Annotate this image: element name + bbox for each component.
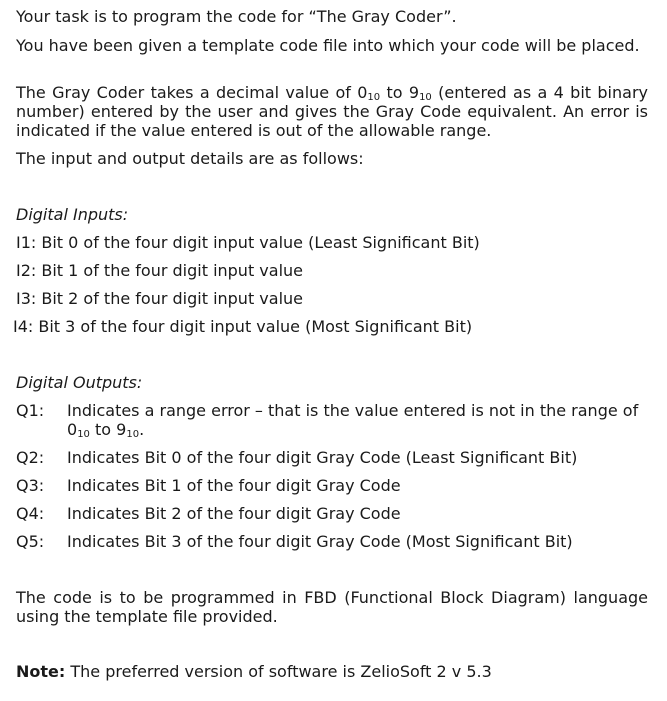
output-text: Indicates Bit 2 of the four digit Gray Code xyxy=(67,504,401,523)
details-paragraph: The input and output details are as follows: xyxy=(16,149,364,168)
note-paragraph xyxy=(16,662,648,681)
q1-part-b: to 9 xyxy=(89,420,127,439)
output-label: Q3: xyxy=(16,476,45,495)
q1-subscript-1: 10 xyxy=(77,429,90,440)
output-label: Q1: xyxy=(16,401,45,420)
note-text: The preferred version of software is ZelioSoft 2 v 5.3 xyxy=(65,662,492,681)
input-item-i2: I2: Bit 1 of the four digit input value xyxy=(16,261,304,280)
output-item-q2 xyxy=(16,448,648,467)
desc-subscript-2: 10 xyxy=(419,92,432,103)
fbd-paragraph: The code is to be programmed in FBD (Functional Block Diagram) language using the template file provided. xyxy=(16,588,648,626)
output-text: Indicates Bit 1 of the four digit Gray Code xyxy=(67,476,401,495)
outputs-heading: Digital Outputs: xyxy=(16,373,143,392)
input-item-i3: I3: Bit 2 of the four digit input value xyxy=(16,289,304,308)
output-item-q3 xyxy=(16,476,648,495)
desc-part-b: to 9 xyxy=(380,83,420,102)
description-paragraph xyxy=(16,83,648,140)
note-label: Note: xyxy=(16,662,66,681)
template-paragraph: You have been given a template code file into which your code will be placed. xyxy=(16,36,640,55)
output-label: Q2: xyxy=(16,448,45,467)
desc-part-a: The Gray Coder takes a decimal value of 0 xyxy=(16,83,368,102)
q1-part-c: . xyxy=(139,420,145,439)
output-label: Q5: xyxy=(16,532,45,551)
input-item-i4: I4: Bit 3 of the four digit input value (Most Significant Bit) xyxy=(13,317,473,336)
desc-part-c: (entered as a 4 bit binary number) entered by the user and gives the Gray Code equivalent. An error is indicated if the value entered is out of the allowable range. xyxy=(16,83,648,140)
q1-subscript-2: 10 xyxy=(126,429,140,440)
output-text: Indicates Bit 0 of the four digit Gray Code (Least Significant Bit) xyxy=(67,448,578,467)
output-item-q1 xyxy=(16,401,648,439)
output-item-q5 xyxy=(16,532,648,551)
output-text: Indicates Bit 3 of the four digit Gray Code (Most Significant Bit) xyxy=(67,532,573,551)
q1-part-a: Indicates a range error – that is the value entered is not in the range of 0 xyxy=(67,401,639,439)
input-item-i1: I1: Bit 0 of the four digit input value (Least Significant Bit) xyxy=(16,233,480,252)
output-label: Q4: xyxy=(16,504,45,523)
desc-subscript-1: 10 xyxy=(367,92,381,103)
inputs-heading: Digital Inputs: xyxy=(16,205,129,224)
output-item-q4 xyxy=(16,504,648,523)
task-statement: Your task is to program the code for “The Gray Coder”. xyxy=(16,7,457,26)
output-text xyxy=(67,401,648,439)
